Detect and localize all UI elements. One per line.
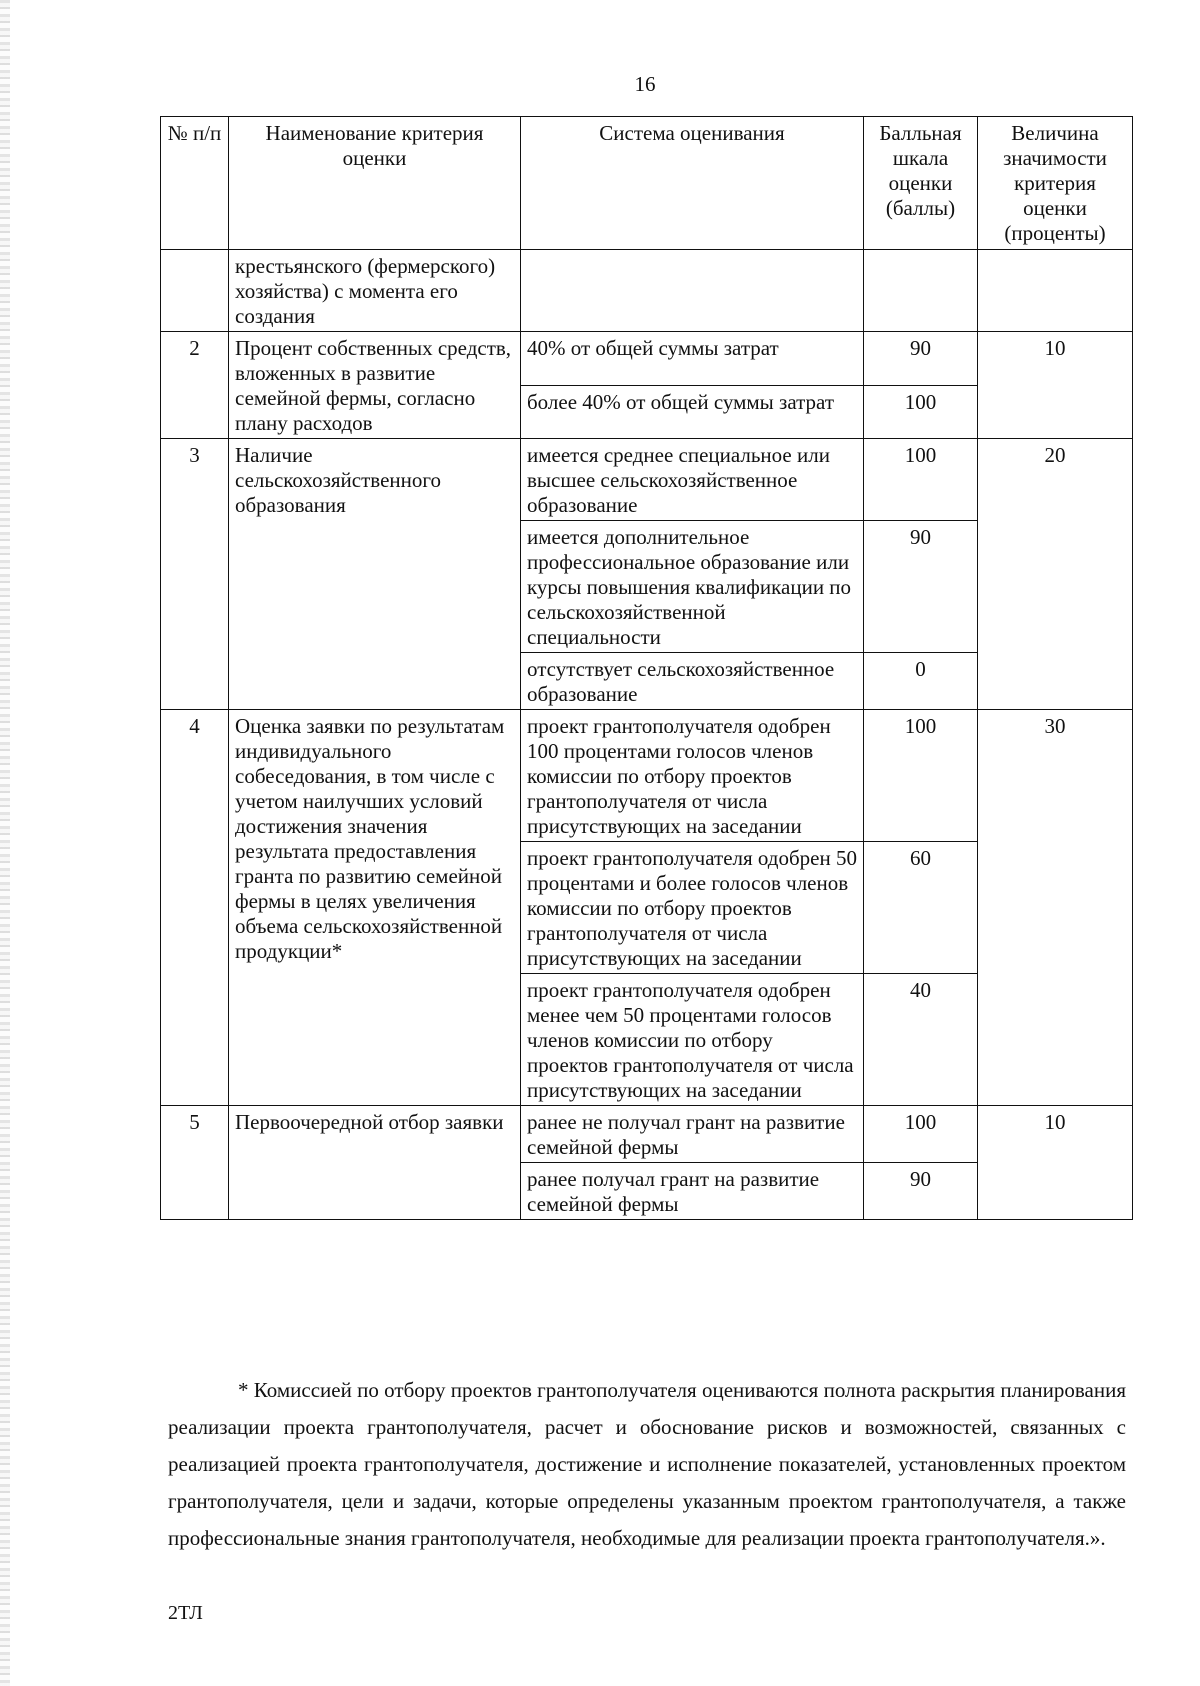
header-num: № п/п [161, 117, 229, 250]
cell-num: 4 [161, 710, 229, 1106]
header-weight: Величина значимости критерия оценки (проценты) [978, 117, 1133, 250]
cell-option: имеется среднее специальное или высшее сельскохозяйственное образование [521, 439, 864, 521]
cell-score: 100 [864, 439, 978, 521]
cell-name: Процент собственных средств, вложенных в развитие семейной фермы, согласно плану расходов [229, 332, 521, 439]
cell-name: Оценка заявки по результатам индивидуального собеседования, в том числе с учетом наилучших условий достижения значения результата предоставления гранта по развитию семейной фермы в целях увеличения объема сельскохозяйственной продукции* [229, 710, 521, 1106]
cell-option: имеется дополнительное профессиональное образование или курсы повышения квалификации по сельскохозяйственной специальности [521, 521, 864, 653]
table-row [161, 250, 1133, 332]
header-system: Система оценивания [521, 117, 864, 250]
header-row [161, 117, 1133, 250]
table-row [161, 332, 1133, 386]
cell-num [161, 250, 229, 332]
page-number: 16 [634, 72, 656, 96]
criteria-table [160, 116, 1133, 1220]
footnote: * Комиссией по отбору проектов грантополучателя оцениваются полнота раскрытия планирования реализации проекта грантополучателя, расчет и обоснование рисков и возможностей, связанных с реализацией проекта грантополучателя, достижение и исполнение показателей, установленных проектом грантополучателя, цели и задачи, которые определены указанным проектом грантополучателя, а также профессиональные знания грантополучателя, необходимые для реализации проекта грантополучателя.». [168, 1378, 1126, 1550]
cell-score: 90 [864, 521, 978, 653]
cell-weight: 10 [978, 332, 1133, 439]
cell-option: проект грантополучателя одобрен 50 процентами и более голосов членов комиссии по отбору проектов грантополучателя от числа присутствующих на заседании [521, 842, 864, 974]
cell-name: крестьянского (фермерского) хозяйства) с момента его создания [229, 250, 521, 332]
cell-weight: 30 [978, 710, 1133, 1106]
cell-score: 60 [864, 842, 978, 974]
cell-num: 3 [161, 439, 229, 710]
cell-option: ранее получал грант на развитие семейной фермы [521, 1163, 864, 1220]
cell-score: 0 [864, 653, 978, 710]
cell-option: ранее не получал грант на развитие семейной фермы [521, 1106, 864, 1163]
cell-option: проект грантополучателя одобрен 100 процентами голосов членов комиссии по отбору проектов грантополучателя от числа присутствующих на заседании [521, 710, 864, 842]
cell-weight [978, 250, 1133, 332]
cell-num: 2 [161, 332, 229, 439]
cell-option [521, 250, 864, 332]
header-name: Наименование критерия оценки [229, 117, 521, 250]
cell-option: 40% от общей суммы затрат [521, 332, 864, 386]
header-score: Балльная шкала оценки (баллы) [864, 117, 978, 250]
cell-option: более 40% от общей суммы затрат [521, 385, 864, 439]
cell-num: 5 [161, 1106, 229, 1220]
document-code: 2ТЛ [168, 1602, 203, 1624]
scan-edge [0, 0, 10, 1686]
cell-score [864, 250, 978, 332]
cell-option: проект грантополучателя одобрен менее чем 50 процентами голосов членов комиссии по отбору проектов грантополучателя от числа присутствующих на заседании [521, 974, 864, 1106]
cell-score: 40 [864, 974, 978, 1106]
table-row [161, 439, 1133, 521]
cell-score: 100 [864, 1106, 978, 1163]
table-row [161, 710, 1133, 842]
cell-name: Наличие сельскохозяйственного образования [229, 439, 521, 710]
cell-name: Первоочередной отбор заявки [229, 1106, 521, 1220]
cell-option: отсутствует сельскохозяйственное образование [521, 653, 864, 710]
cell-score: 90 [864, 1163, 978, 1220]
cell-score: 90 [864, 332, 978, 386]
table-row [161, 1106, 1133, 1163]
cell-weight: 20 [978, 439, 1133, 710]
cell-weight: 10 [978, 1106, 1133, 1220]
cell-score: 100 [864, 385, 978, 439]
cell-score: 100 [864, 710, 978, 842]
